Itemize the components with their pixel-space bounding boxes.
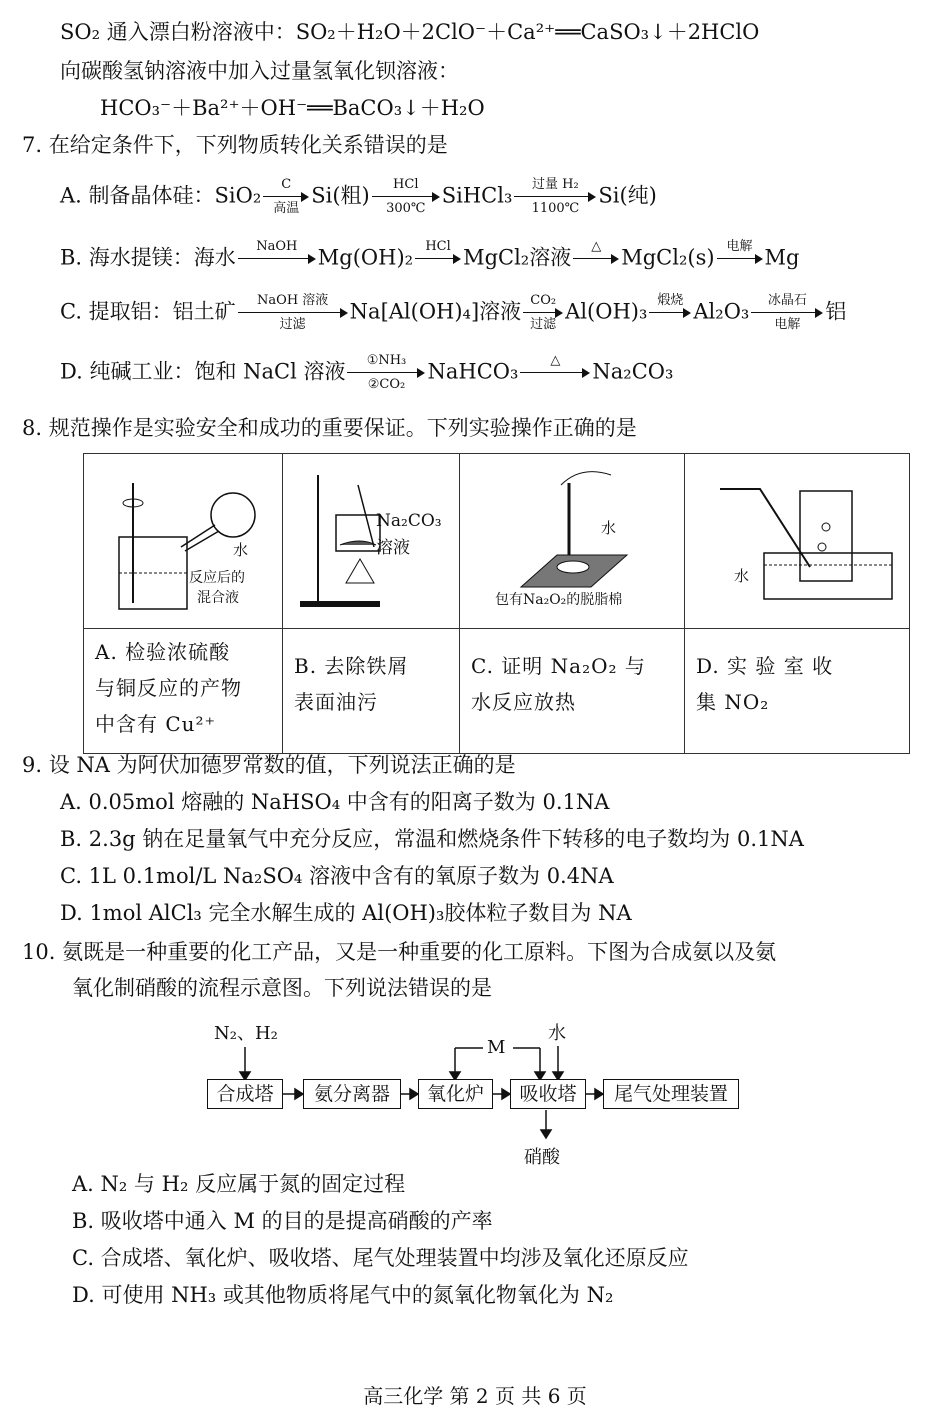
q7a-a1-bot: 高温 bbox=[273, 201, 300, 216]
q7b-s3: MgCl₂溶液 bbox=[463, 245, 572, 270]
q7a-s4: Si(纯) bbox=[598, 183, 657, 208]
q7d-a1-bot: ②CO₂ bbox=[367, 377, 406, 392]
q10-option-b: B. 吸收塔中通入 M 的目的是提高硝酸的产率 bbox=[72, 1209, 493, 1233]
q9-option-c: C. 1L 0.1mol/L Na₂SO₄ 溶液中含有的氧原子数为 0.4NA bbox=[60, 864, 614, 888]
q10-option-a: A. N₂ 与 H₂ 反应属于氮的固定过程 bbox=[72, 1172, 406, 1196]
heating-beaker-diagram bbox=[284, 455, 458, 627]
arrow bbox=[520, 368, 590, 378]
flow-box-oxidation-furnace: 氧化炉 bbox=[418, 1079, 493, 1109]
q6-option-d: 向碳酸氢钠溶液中加入过量氢氧化钡溶液： bbox=[60, 59, 459, 83]
page-footer: 高三化学 第 2 页 共 6 页 bbox=[363, 1384, 587, 1408]
label-mix-2: 混合液 bbox=[197, 590, 239, 606]
label-mix-1: 反应后的 bbox=[189, 570, 245, 586]
flow-output-label: 硝酸 bbox=[524, 1147, 560, 1168]
flow-box-tail-gas-treatment: 尾气处理装置 bbox=[603, 1079, 739, 1109]
q7a-s1: SiO₂ bbox=[214, 183, 262, 208]
arrow bbox=[523, 308, 563, 318]
q7c-a1-bot: 过滤 bbox=[279, 317, 306, 332]
q10-option-c: C. 合成塔、氧化炉、吸收塔、尾气处理装置中均涉及氧化还原反应 bbox=[72, 1246, 689, 1270]
flow-box-absorption-tower: 吸收塔 bbox=[510, 1079, 586, 1109]
q8-caption-c: C. 证明 Na₂O₂ 与 水反应放热 bbox=[471, 654, 646, 714]
q7d-a1-top: ①NH₃ bbox=[366, 353, 407, 368]
flow-box-ammonia-separator: 氨分离器 bbox=[303, 1079, 401, 1109]
gas-collector-icon bbox=[686, 455, 908, 627]
q7a-a1-top: C bbox=[281, 177, 292, 192]
q7d-prefix: D. 纯碱工业： bbox=[60, 359, 195, 384]
q7c-a4-bot: 电解 bbox=[774, 317, 801, 332]
arrow bbox=[415, 254, 461, 264]
q7c-s5: 铝 bbox=[825, 299, 847, 324]
q9-stem: 9. 设 NA 为阿伏加德罗常数的值，下列说法正确的是 bbox=[22, 753, 516, 777]
q7b-a4-top: 电解 bbox=[726, 239, 753, 254]
arrow bbox=[717, 254, 763, 264]
label-na2co3: Na₂CO₃ bbox=[376, 511, 442, 531]
q9-option-a: A. 0.05mol 熔融的 NaHSO₄ 中含有的阳离子数为 0.1NA bbox=[60, 790, 610, 814]
q7b-s5: Mg bbox=[764, 245, 800, 270]
arrow bbox=[649, 308, 691, 318]
q7c-a4-top: 冰晶石 bbox=[767, 293, 807, 308]
q7d-s2: NaHCO₃ bbox=[427, 359, 519, 384]
q7c-a1-top: NaOH 溶液 bbox=[257, 293, 329, 308]
flow-box-synthesis-tower: 合成塔 bbox=[207, 1079, 283, 1109]
arrow bbox=[263, 192, 309, 202]
label-water-d: 水 bbox=[734, 567, 750, 585]
q8-caption-d: D. 实 验 室 收 集 NO₂ bbox=[696, 654, 834, 714]
q8-caption-b: B. 去除铁屑 表面油污 bbox=[294, 654, 409, 714]
label-water: 水 bbox=[233, 541, 249, 559]
q7d-s1: 饱和 NaCl 溶液 bbox=[194, 359, 346, 384]
q7a-a3-top: 过量 H₂ bbox=[532, 177, 579, 192]
q7c-s4: Al₂O₃ bbox=[693, 299, 750, 324]
q9-option-b: B. 2.3g 钠在足量氧气中充分反应，常温和燃烧条件下转移的电子数均为 0.1NA bbox=[60, 827, 804, 851]
arrow bbox=[514, 192, 596, 202]
q10-stem-2: 氧化制硝酸的流程示意图。下列说法错误的是 bbox=[72, 976, 492, 1000]
label-cotton: 包有Na₂O₂的脱脂棉 bbox=[495, 592, 623, 608]
q7-option-b bbox=[60, 240, 800, 278]
q7-stem: 7. 在给定条件下，下列物质转化关系错误的是 bbox=[22, 133, 448, 157]
arrow bbox=[238, 254, 316, 264]
q10-stem-1: 10. 氨既是一种重要的化工产品，又是一种重要的化工原料。下图为合成氨以及氨 bbox=[22, 940, 777, 964]
burner-stand-icon bbox=[284, 455, 458, 627]
beaker-pour-diagram bbox=[85, 455, 281, 627]
q7b-s1: 海水 bbox=[193, 245, 236, 270]
q8-options-table bbox=[83, 453, 910, 754]
q7d-a2-top: △ bbox=[550, 353, 561, 368]
q7c-a3-top: 煅烧 bbox=[657, 293, 684, 308]
flow-m-label: M bbox=[487, 1037, 506, 1058]
label-solution: 溶液 bbox=[376, 538, 410, 558]
q7a-a2-bot: 300℃ bbox=[386, 201, 426, 216]
q7a-s2: Si(粗) bbox=[311, 183, 370, 208]
q6-option-c: SO₂ 通入漂白粉溶液中：SO₂＋H₂O＋2ClO⁻＋Ca²⁺══CaSO₃↓＋2HClO bbox=[60, 20, 760, 44]
gas-collection-diagram bbox=[686, 455, 908, 627]
q7b-prefix: B. 海水提镁： bbox=[60, 245, 194, 270]
arrow bbox=[238, 308, 348, 318]
arrow bbox=[347, 368, 425, 378]
q7d-s3: Na₂CO₃ bbox=[592, 359, 674, 384]
arrow bbox=[751, 308, 823, 318]
q7b-s4: MgCl₂(s) bbox=[621, 245, 715, 270]
q9-option-d: D. 1mol AlCl₃ 完全水解生成的 Al(OH)₃胶体粒子数目为 NA bbox=[60, 901, 632, 925]
q7b-a2-top: HCl bbox=[425, 239, 451, 254]
q7-option-a bbox=[60, 178, 657, 216]
q7a-prefix: A. 制备晶体硅： bbox=[60, 183, 215, 208]
q6-option-d-equation: HCO₃⁻＋Ba²⁺＋OH⁻══BaCO₃↓＋H₂O bbox=[100, 96, 485, 120]
dropper-cotton-diagram bbox=[461, 455, 683, 627]
q7b-a3-top: △ bbox=[591, 239, 602, 254]
q7c-s1: 铝土矿 bbox=[172, 299, 236, 324]
q7c-a2-bot: 过滤 bbox=[530, 317, 557, 332]
q7-option-c bbox=[60, 294, 846, 332]
q7b-s2: Mg(OH)₂ bbox=[317, 245, 414, 270]
q7c-s3: Al(OH)₃ bbox=[565, 299, 648, 324]
q7b-a1-top: NaOH bbox=[256, 239, 298, 254]
q7c-s2: Na[Al(OH)₄]溶液 bbox=[349, 299, 522, 324]
arrow bbox=[372, 192, 440, 202]
q7a-s3: SiHCl₃ bbox=[441, 183, 513, 208]
q7a-a3-bot: 1100℃ bbox=[531, 201, 580, 216]
q7-option-d bbox=[60, 354, 673, 392]
q8-caption-a: A. 检验浓硫酸 与铜反应的产物 中含有 Cu²⁺ bbox=[95, 640, 242, 736]
q7c-prefix: C. 提取铝： bbox=[60, 299, 173, 324]
flow-water-label: 水 bbox=[548, 1023, 566, 1044]
flask-beaker-icon bbox=[85, 455, 281, 627]
q10-option-d: D. 可使用 NH₃ 或其他物质将尾气中的氮氧化物氧化为 N₂ bbox=[72, 1283, 614, 1307]
q8-stem: 8. 规范操作是实验安全和成功的重要保证。下列实验操作正确的是 bbox=[22, 416, 637, 440]
arrow bbox=[573, 254, 619, 264]
flow-input-label: N₂、H₂ bbox=[214, 1023, 278, 1044]
q7a-a2-top: HCl bbox=[393, 177, 419, 192]
q7c-a2-top: CO₂ bbox=[530, 293, 557, 308]
label-water-c: 水 bbox=[601, 519, 617, 537]
